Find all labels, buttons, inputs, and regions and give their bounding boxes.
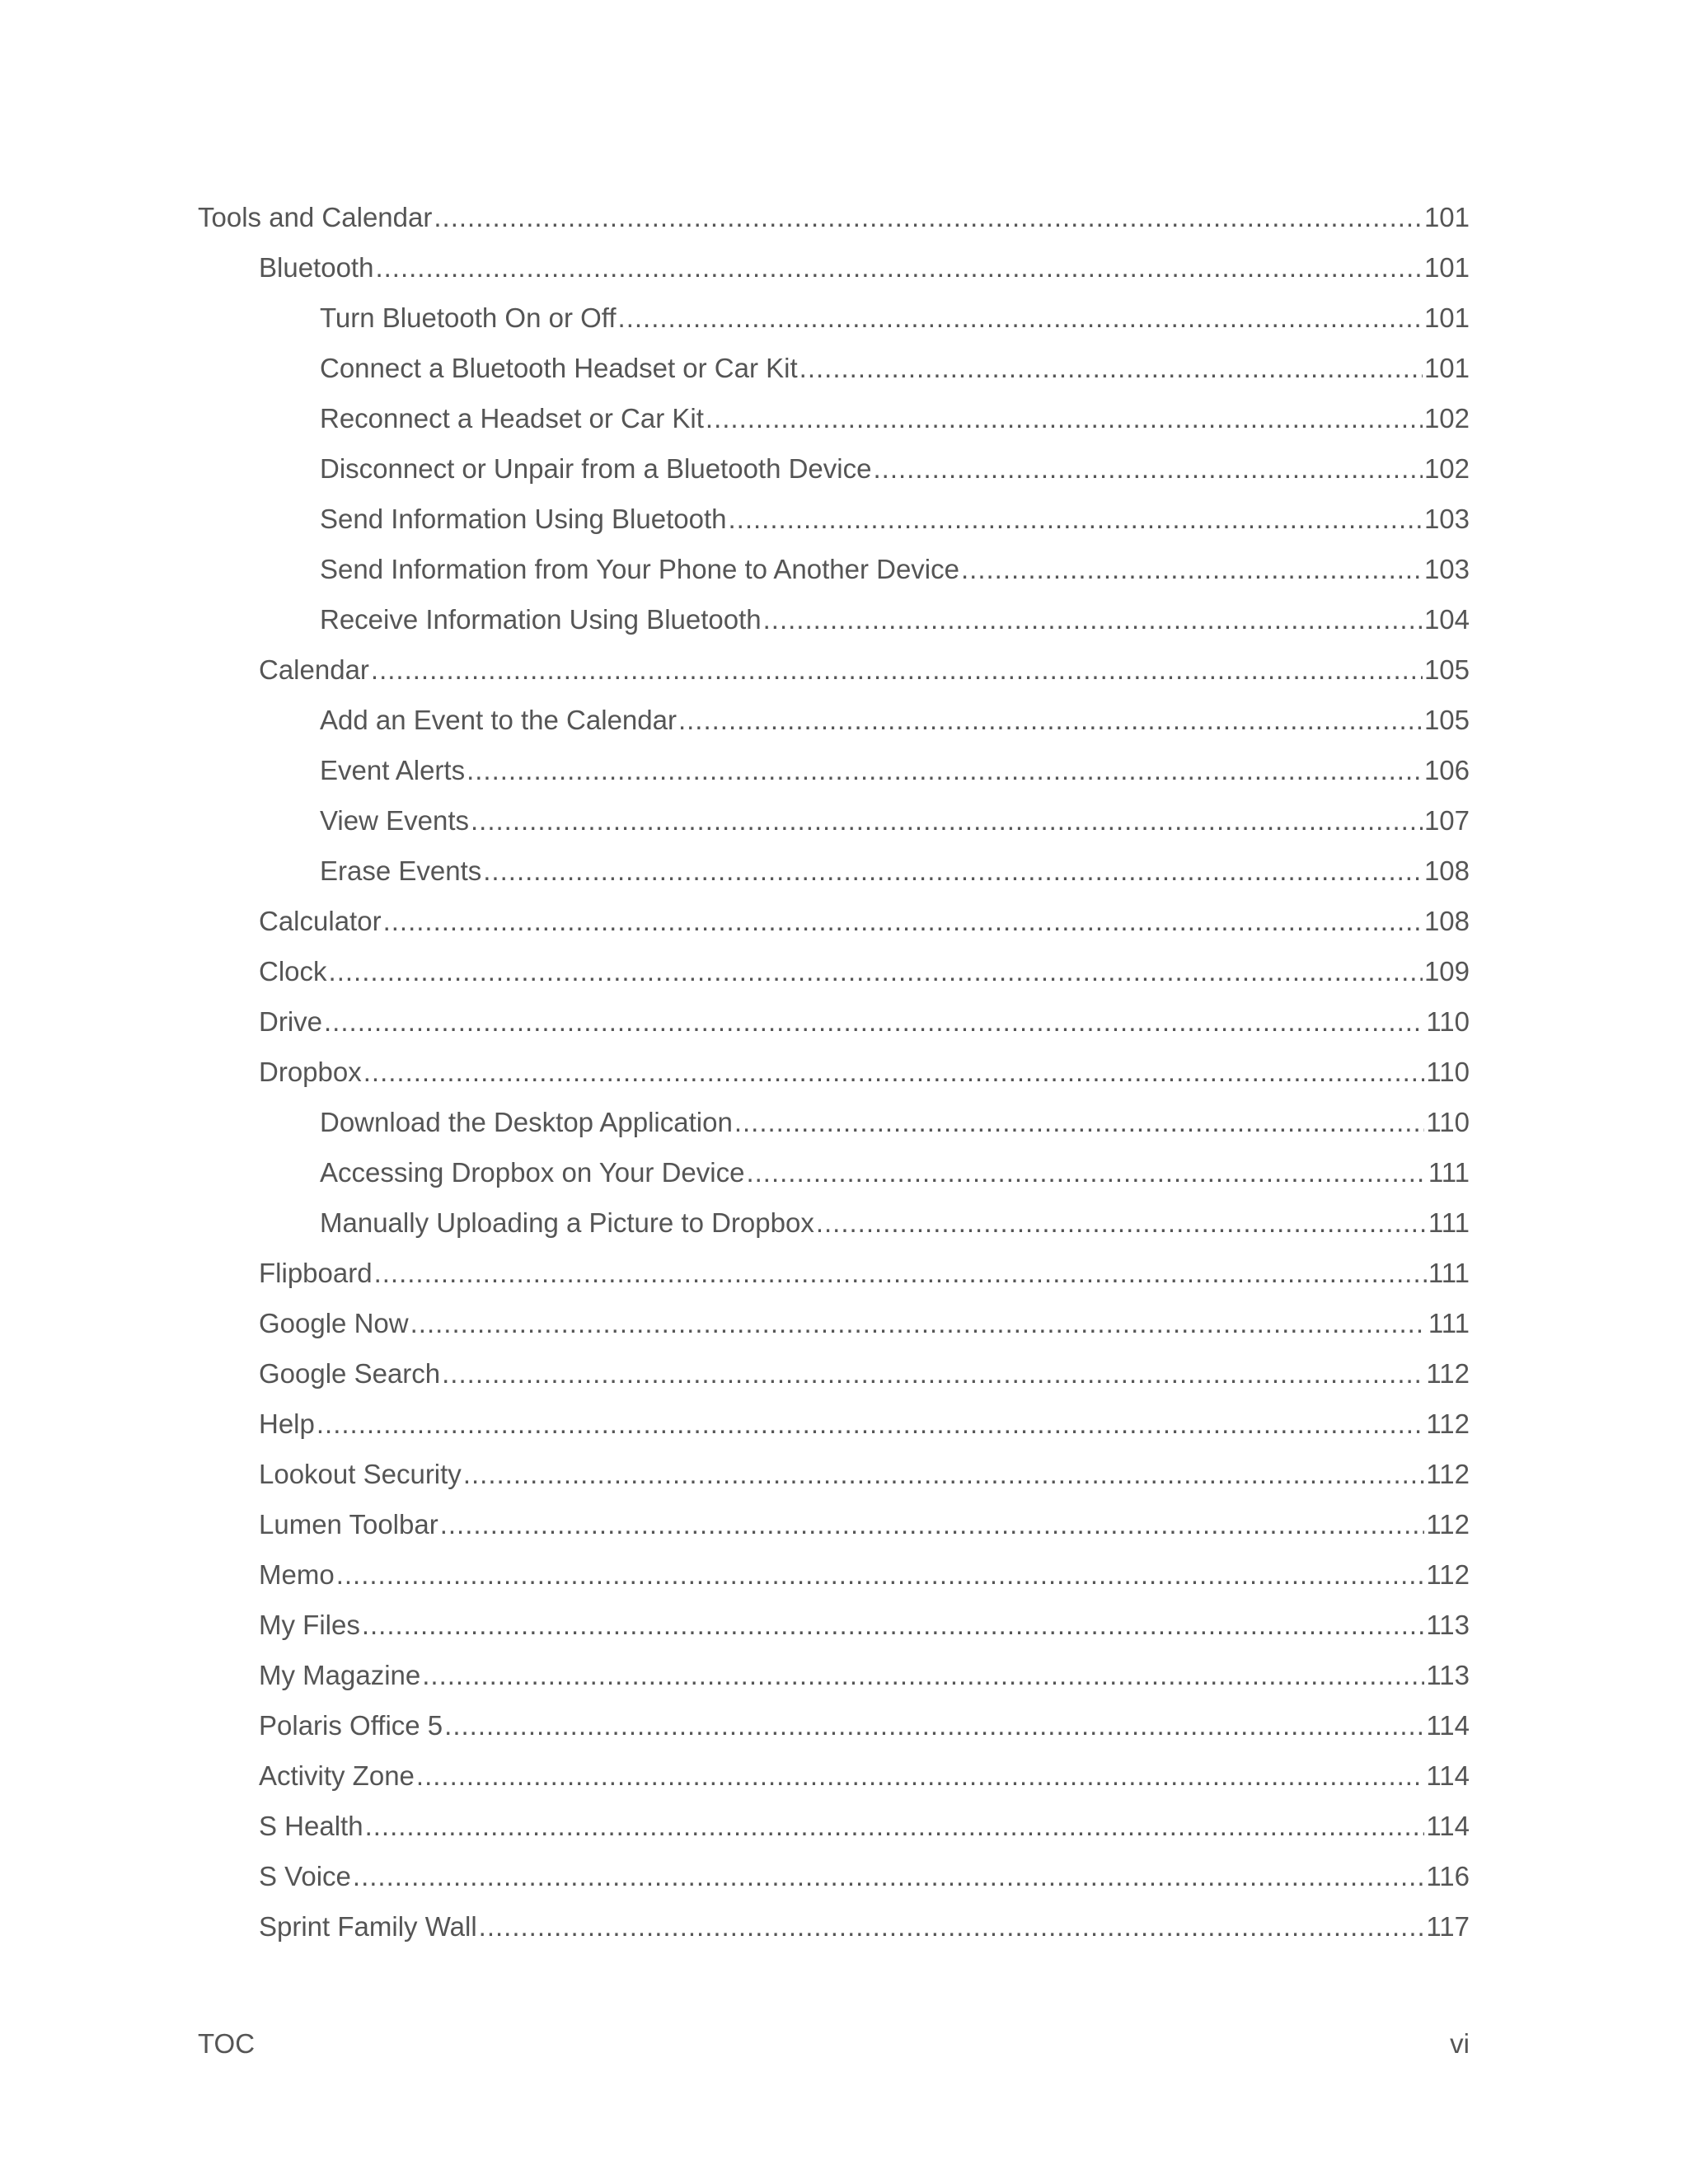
toc-entry-page-number[interactable]: 102 — [1423, 453, 1470, 484]
toc-entry[interactable] — [198, 1097, 1470, 1147]
toc-entry[interactable] — [198, 1499, 1470, 1549]
toc-entry[interactable] — [198, 1600, 1470, 1650]
toc-entry[interactable] — [198, 494, 1470, 544]
toc-entry[interactable] — [198, 1248, 1470, 1298]
toc-entry-title[interactable]: Flipboard — [259, 1258, 373, 1288]
dot-leader — [422, 1650, 1424, 1700]
toc-entry[interactable] — [198, 1348, 1470, 1399]
toc-entry-page-number[interactable]: 112 — [1426, 1408, 1470, 1439]
toc-entry[interactable] — [198, 1750, 1470, 1801]
toc-entry-page-number[interactable]: 113 — [1426, 1660, 1470, 1690]
toc-entry-page-number[interactable]: 110 — [1426, 1057, 1470, 1087]
toc-entry-title[interactable]: Event Alerts — [320, 755, 466, 785]
dot-leader — [324, 996, 1424, 1047]
table-of-contents — [198, 192, 1470, 1952]
toc-entry-title[interactable]: S Health — [259, 1811, 363, 1841]
toc-entry-title[interactable]: Disconnect or Unpair from a Bluetooth Device — [320, 453, 872, 484]
toc-entry-title[interactable]: Activity Zone — [259, 1760, 415, 1791]
dot-leader — [440, 1499, 1425, 1549]
toc-entry[interactable] — [198, 745, 1470, 795]
toc-entry[interactable] — [198, 393, 1470, 443]
toc-entry-title[interactable]: My Files — [259, 1610, 360, 1640]
toc-entry-title[interactable]: Accessing Dropbox on Your Device — [320, 1157, 745, 1188]
dot-leader — [873, 443, 1422, 494]
toc-entry[interactable] — [198, 192, 1470, 242]
dot-leader — [463, 1449, 1425, 1499]
dot-leader — [746, 1147, 1426, 1197]
toc-entry-page-number[interactable]: 101 — [1423, 252, 1470, 283]
dot-leader — [961, 544, 1423, 594]
toc-entry[interactable] — [198, 1298, 1470, 1348]
toc-entry-title[interactable]: Lumen Toolbar — [259, 1509, 438, 1540]
toc-entry-page-number[interactable]: 112 — [1426, 1459, 1470, 1489]
toc-entry-title[interactable]: My Magazine — [259, 1660, 421, 1690]
dot-leader — [467, 745, 1423, 795]
dot-leader — [678, 695, 1423, 745]
toc-entry[interactable] — [198, 644, 1470, 695]
dot-leader — [416, 1750, 1424, 1801]
toc-entry[interactable] — [198, 1851, 1470, 1901]
dot-leader — [706, 393, 1423, 443]
toc-entry[interactable] — [198, 1901, 1470, 1952]
toc-entry-title[interactable]: Drive — [259, 1006, 323, 1037]
toc-entry-page-number[interactable]: 103 — [1423, 504, 1470, 534]
toc-entry[interactable] — [198, 795, 1470, 846]
toc-entry-title[interactable]: Calculator — [259, 906, 382, 936]
dot-leader — [365, 1801, 1425, 1851]
toc-entry-page-number[interactable]: 117 — [1426, 1911, 1470, 1942]
toc-entry-title[interactable]: Memo — [259, 1559, 335, 1590]
toc-entry[interactable] — [198, 1399, 1470, 1449]
toc-entry[interactable] — [198, 1047, 1470, 1097]
toc-entry-title[interactable]: Add an Event to the Calendar — [320, 705, 677, 735]
dot-leader — [479, 1901, 1425, 1952]
toc-entry[interactable] — [198, 343, 1470, 393]
toc-entry-page-number[interactable]: 111 — [1428, 1207, 1470, 1238]
dot-leader — [471, 795, 1423, 846]
toc-entry-title[interactable]: Google Now — [259, 1308, 409, 1338]
toc-entry-title[interactable]: Tools and Calendar — [198, 202, 433, 232]
dot-leader — [728, 494, 1422, 544]
toc-entry-page-number[interactable]: 105 — [1423, 654, 1470, 685]
toc-entry-page-number[interactable]: 108 — [1423, 855, 1470, 886]
toc-entry-title[interactable]: Send Information from Your Phone to Another Device — [320, 554, 959, 584]
dot-leader — [362, 1600, 1425, 1650]
toc-entry[interactable] — [198, 946, 1470, 996]
toc-entry-page-number[interactable]: 108 — [1423, 906, 1470, 936]
dot-leader — [618, 293, 1423, 343]
dot-leader — [329, 946, 1423, 996]
toc-entry[interactable] — [198, 544, 1470, 594]
toc-entry-page-number[interactable]: 105 — [1423, 705, 1470, 735]
toc-entry[interactable] — [198, 1801, 1470, 1851]
toc-entry-title[interactable]: Receive Information Using Bluetooth — [320, 604, 762, 635]
toc-entry-page-number[interactable]: 101 — [1423, 353, 1470, 383]
toc-entry[interactable] — [198, 1197, 1470, 1248]
toc-entry-title[interactable]: Polaris Office 5 — [259, 1710, 443, 1741]
dot-leader — [816, 1197, 1427, 1248]
toc-entry-title[interactable]: Download the Desktop Application — [320, 1107, 733, 1137]
toc-entry[interactable] — [198, 695, 1470, 745]
dot-leader — [410, 1298, 1427, 1348]
dot-leader — [363, 1047, 1425, 1097]
toc-entry-page-number[interactable]: 109 — [1423, 956, 1470, 987]
toc-entry-page-number[interactable]: 110 — [1426, 1006, 1470, 1037]
toc-entry-title[interactable]: Google Search — [259, 1358, 441, 1389]
dot-leader — [375, 242, 1422, 293]
toc-entry[interactable] — [198, 846, 1470, 896]
toc-entry-page-number[interactable]: 104 — [1423, 604, 1470, 635]
dot-leader — [371, 644, 1423, 695]
toc-entry[interactable] — [198, 1449, 1470, 1499]
toc-entry-page-number[interactable]: 111 — [1428, 1258, 1470, 1288]
toc-entry-page-number[interactable]: 111 — [1428, 1308, 1470, 1338]
toc-entry-title[interactable]: Lookout Security — [259, 1459, 462, 1489]
toc-entry[interactable] — [198, 594, 1470, 644]
toc-entry-title[interactable]: Send Information Using Bluetooth — [320, 504, 727, 534]
dot-leader — [483, 846, 1423, 896]
toc-entry-title[interactable]: Dropbox — [259, 1057, 362, 1087]
dot-leader — [434, 192, 1423, 242]
toc-entry[interactable] — [198, 896, 1470, 946]
toc-entry-title[interactable]: Sprint Family Wall — [259, 1911, 477, 1942]
toc-entry-page-number[interactable]: 113 — [1426, 1610, 1470, 1640]
toc-entry-title[interactable]: Calendar — [259, 654, 369, 685]
dot-leader — [763, 594, 1423, 644]
toc-entry-title[interactable]: Reconnect a Headset or Car Kit — [320, 403, 704, 434]
dot-leader — [734, 1097, 1425, 1147]
toc-entry[interactable] — [198, 443, 1470, 494]
footer-page-number: vi — [1450, 2028, 1470, 2059]
toc-entry-page-number[interactable]: 116 — [1426, 1861, 1470, 1891]
toc-entry-page-number[interactable]: 114 — [1426, 1710, 1470, 1741]
toc-entry-page-number[interactable]: 111 — [1428, 1157, 1470, 1188]
toc-entry-page-number[interactable]: 101 — [1423, 202, 1470, 232]
toc-entry-page-number[interactable]: 112 — [1426, 1358, 1470, 1389]
toc-entry-page-number[interactable]: 101 — [1423, 302, 1470, 333]
dot-leader — [442, 1348, 1424, 1399]
toc-entry-title[interactable]: Erase Events — [320, 855, 482, 886]
toc-entry-page-number[interactable]: 107 — [1423, 805, 1470, 836]
toc-entry[interactable] — [198, 293, 1470, 343]
dot-leader — [444, 1700, 1424, 1750]
toc-entry-page-number[interactable]: 106 — [1423, 755, 1470, 785]
toc-entry-page-number[interactable]: 102 — [1423, 403, 1470, 434]
footer-section-label: TOC — [198, 2028, 256, 2059]
toc-entry-page-number[interactable]: 110 — [1426, 1107, 1470, 1137]
dot-leader — [336, 1549, 1425, 1600]
toc-entry-page-number[interactable]: 114 — [1426, 1811, 1470, 1841]
toc-entry[interactable] — [198, 1549, 1470, 1600]
toc-entry[interactable] — [198, 1700, 1470, 1750]
toc-entry-title[interactable]: Manually Uploading a Picture to Dropbox — [320, 1207, 814, 1238]
toc-entry[interactable] — [198, 1147, 1470, 1197]
toc-entry[interactable] — [198, 996, 1470, 1047]
toc-entry-title[interactable]: Connect a Bluetooth Headset or Car Kit — [320, 353, 798, 383]
dot-leader — [374, 1248, 1427, 1298]
toc-entry[interactable] — [198, 242, 1470, 293]
toc-entry-page-number[interactable]: 112 — [1426, 1509, 1470, 1540]
toc-entry-page-number[interactable]: 112 — [1426, 1559, 1470, 1590]
dot-leader — [799, 343, 1423, 393]
toc-entry-title[interactable]: View Events — [320, 805, 469, 836]
toc-entry-title[interactable]: Clock — [259, 956, 327, 987]
toc-entry-page-number[interactable]: 114 — [1426, 1760, 1470, 1791]
dot-leader — [353, 1851, 1424, 1901]
toc-entry-title[interactable]: Bluetooth — [259, 252, 374, 283]
toc-entry-title[interactable]: Turn Bluetooth On or Off — [320, 302, 617, 333]
toc-entry-title[interactable]: S Voice — [259, 1861, 351, 1891]
toc-entry-page-number[interactable]: 103 — [1423, 554, 1470, 584]
dot-leader — [316, 1399, 1425, 1449]
toc-entry[interactable] — [198, 1650, 1470, 1700]
dot-leader — [383, 896, 1423, 946]
toc-entry-title[interactable]: Help — [259, 1408, 315, 1439]
